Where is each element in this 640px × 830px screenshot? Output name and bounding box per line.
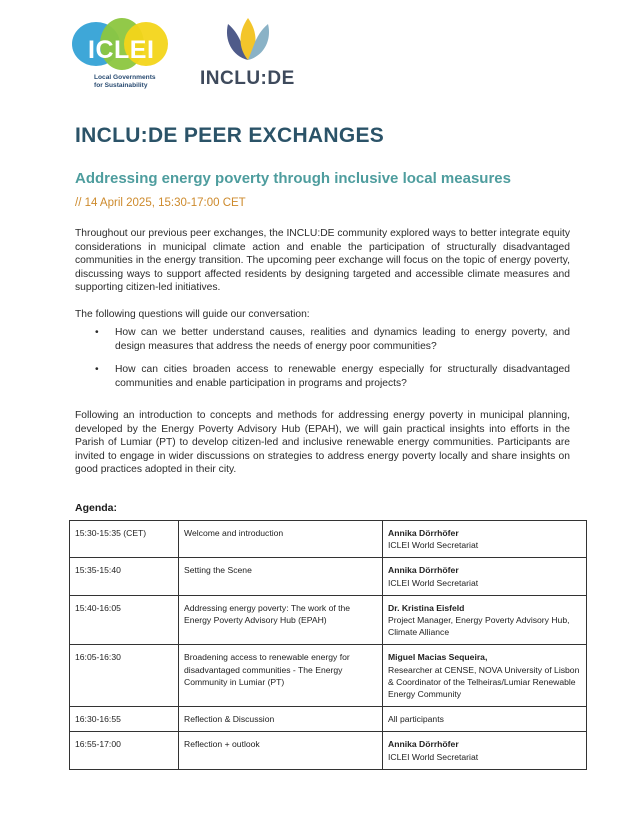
- questions-intro: The following questions will guide our conversation:: [75, 309, 310, 320]
- page-title: INCLU:DE PEER EXCHANGES: [75, 124, 385, 147]
- agenda-row: [70, 521, 587, 558]
- agenda-session: Setting the Scene: [179, 558, 383, 595]
- question-item: [75, 326, 570, 353]
- event-date: // 14 April 2025, 15:30-17:00 CET: [75, 197, 246, 209]
- agenda-speaker: [383, 707, 587, 732]
- page-subtitle: Addressing energy poverty through inclusive local measures: [75, 170, 511, 187]
- agenda-session: Reflection & Discussion: [179, 707, 383, 732]
- agenda-session: Broadening access to renewable energy for disadvantaged communities - The Energy Community in Lumiar (PT): [179, 645, 383, 707]
- agenda-speaker: [383, 595, 587, 645]
- agenda-row: [70, 707, 587, 732]
- agenda-time: 16:30-16:55: [70, 707, 179, 732]
- bullet-icon: •: [95, 327, 99, 338]
- speaker-name: Dr. Kristina Eisfeld: [388, 602, 465, 613]
- speaker-affiliation: All participants: [388, 714, 444, 725]
- iclei-tagline-line2: for Sustainability: [94, 82, 148, 89]
- speaker-name: Annika Dörrhöfer: [388, 739, 459, 750]
- agenda-time: 15:35-15:40: [70, 558, 179, 595]
- agenda-table: [69, 520, 587, 770]
- include-wordmark: INCLU:DE: [200, 68, 295, 89]
- iclei-logo: [72, 14, 177, 92]
- agenda-session: Welcome and introduction: [179, 521, 383, 558]
- question-text: How can we better understand causes, realities and dynamics leading to energy poverty, and design measures that address the needs of energy poor communities?: [115, 327, 570, 352]
- agenda-session: Addressing energy poverty: The work of the Energy Poverty Advisory Hub (EPAH): [179, 595, 383, 645]
- iclei-tagline-line1: Local Governments: [94, 74, 156, 81]
- agenda-row: [70, 558, 587, 595]
- agenda-speaker: [383, 521, 587, 558]
- agenda-speaker: [383, 645, 587, 707]
- bullet-icon: •: [95, 364, 99, 376]
- speaker-affiliation: ICLEI World Secretariat: [388, 577, 479, 588]
- agenda-speaker: [383, 558, 587, 595]
- include-flower-icon: [222, 16, 274, 62]
- include-logo: [196, 16, 300, 92]
- speaker-affiliation: Project Manager, Energy Poverty Advisory Hub, Climate Alliance: [388, 615, 570, 638]
- speaker-affiliation: ICLEI World Secretariat: [388, 751, 479, 762]
- speaker-name: Miguel Macias Sequeira,: [388, 652, 488, 663]
- agenda-speaker: [383, 732, 587, 769]
- speaker-name: Annika Dörrhöfer: [388, 565, 459, 576]
- speaker-affiliation: Researcher at CENSE, NOVA University of Lisbon & Coordinator of the Telheiras/Lumiar Renewable Energy Community: [388, 664, 580, 700]
- agenda-time: 16:05-16:30: [70, 645, 179, 707]
- agenda-session: Reflection + outlook: [179, 732, 383, 769]
- question-item: [75, 363, 570, 390]
- agenda-time: 15:40-16:05: [70, 595, 179, 645]
- agenda-row: [70, 595, 587, 645]
- question-list: [75, 326, 570, 400]
- agenda-time: 16:55-17:00: [70, 732, 179, 769]
- iclei-wordmark: ICLEI: [88, 36, 155, 64]
- overview-paragraph: Following an introduction to concepts and methods for addressing energy poverty in municipal planning, developed by the Energy Poverty Advisory Hub (EPAH), we will gain practical insights into efforts in the Parish of Lumiar (PT) to develop citizen-led and inclusive renewable energy communities. Participants are invited to engage in wider discussions on strategies to address energy poverty locally and share insights on good practices adopted in their city.: [75, 410, 570, 476]
- agenda-row: [70, 645, 587, 707]
- intro-paragraph: Throughout our previous peer exchanges, the INCLU:DE community explored ways to better integrate equity considerations in municipal climate action and enable the participation of structurally disadvantaged communities in the energy transition. The upcoming peer exchange will focus on the topic of energy poverty, discussing ways to support affected residents by designing targeted and accessible climate measures and supporting citizen-led initiatives.: [75, 228, 570, 294]
- agenda-row: [70, 732, 587, 769]
- iclei-tagline: [94, 74, 156, 90]
- speaker-name: Annika Dörrhöfer: [388, 528, 459, 538]
- agenda-time: 15:30-15:35 (CET): [70, 521, 179, 558]
- speaker-affiliation: ICLEI World Secretariat: [388, 540, 479, 551]
- agenda-heading: Agenda:: [75, 502, 117, 514]
- question-text: How can cities broaden access to renewable energy especially for structurally disadvantaged communities and enable participation in programs and projects?: [115, 364, 570, 389]
